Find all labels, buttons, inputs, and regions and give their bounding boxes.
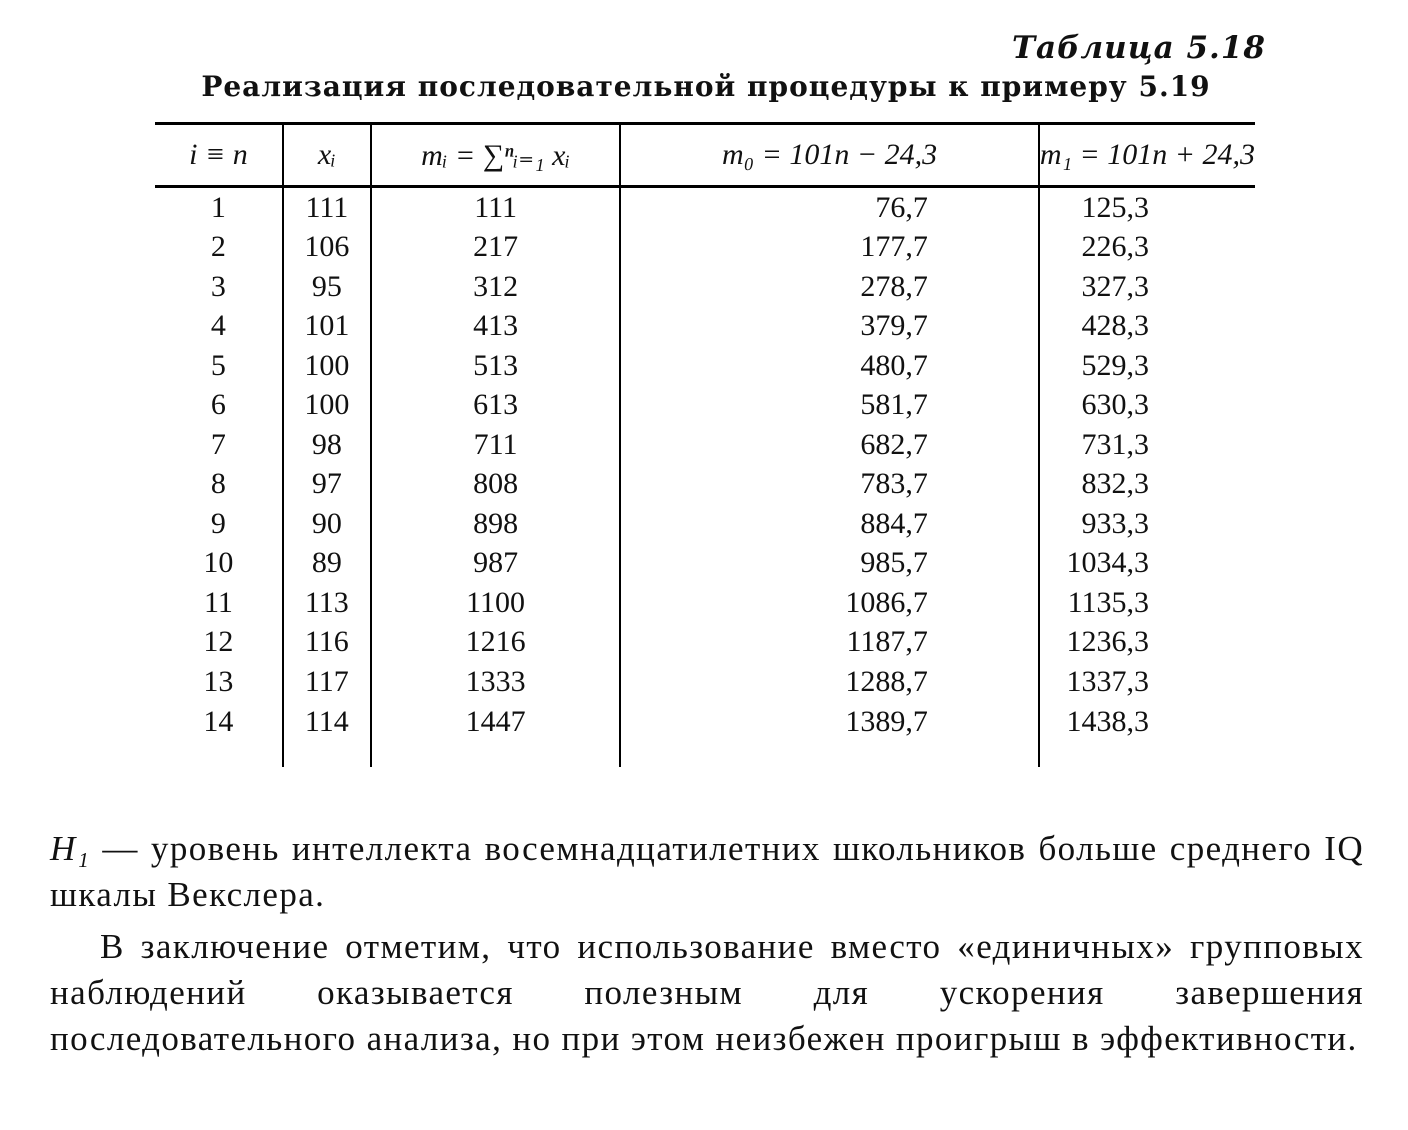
cell-sum: 111 (371, 187, 620, 228)
table-title-text: Реализация последовательной процедуры к примеру 5.19 (201, 70, 1211, 103)
cell-x: 116 (283, 623, 371, 663)
table-number: Таблица 5.18 (1011, 30, 1266, 66)
header-m0: m₀ = 101n − 24,3 (620, 124, 1039, 187)
cell-m0: 1187,7 (620, 623, 1039, 663)
cell-x: 111 (283, 187, 371, 228)
cell-m0: 884,7 (620, 504, 1039, 544)
cell-sum: 413 (371, 307, 620, 347)
cell-x: 100 (283, 386, 371, 426)
table-row (155, 544, 1255, 584)
cell-sum: 987 (371, 544, 620, 584)
cell-m1: 731,3 (1081, 427, 1149, 461)
cell-m0: 278,7 (620, 267, 1039, 307)
cell-m0: 581,7 (620, 386, 1039, 426)
table-row (155, 702, 1255, 767)
header-index: i ≡ n (155, 124, 283, 187)
header-cumulative-sum: mᵢ = ∑ⁿᵢ₌₁ xᵢ (371, 124, 620, 187)
cell-x: 98 (283, 425, 371, 465)
table-row (155, 504, 1255, 544)
cell-m1: 1337,3 (1066, 664, 1149, 698)
table-row (155, 662, 1255, 702)
cell-m1: 1135,3 (1067, 585, 1149, 619)
cell-index: 5 (155, 346, 283, 386)
cell-m0: 177,7 (620, 228, 1039, 268)
cell-m1: 529,3 (1081, 348, 1149, 382)
table-title (0, 70, 1408, 103)
cell-m1: 125,3 (1081, 190, 1149, 224)
table-row (155, 425, 1255, 465)
hypothesis-text: — уровень интеллекта восемнадцатилетних школьников больше среднего IQ шкалы Векслера. (50, 829, 1364, 914)
cell-sum: 1216 (371, 623, 620, 663)
cell-index: 9 (155, 504, 283, 544)
table-row (155, 623, 1255, 663)
data-table (155, 122, 1255, 767)
header-m1: m₁ = 101n + 24,3 (1039, 124, 1255, 187)
header-x: xᵢ (283, 124, 371, 187)
cell-m1: 327,3 (1081, 269, 1149, 303)
table-row (155, 583, 1255, 623)
cell-sum: 1100 (371, 583, 620, 623)
cell-index: 6 (155, 386, 283, 426)
cell-index: 10 (155, 544, 283, 584)
cell-m1: 933,3 (1081, 506, 1149, 540)
cell-index: 7 (155, 425, 283, 465)
cell-x: 101 (283, 307, 371, 347)
cell-x: 113 (283, 583, 371, 623)
cell-m0: 76,7 (620, 187, 1039, 228)
cell-index: 11 (155, 583, 283, 623)
cell-m1: 832,3 (1081, 467, 1149, 501)
cell-index: 13 (155, 662, 283, 702)
cell-sum: 898 (371, 504, 620, 544)
cell-sum: 1447 (371, 702, 620, 767)
cell-m1: 630,3 (1081, 388, 1149, 422)
cell-index: 4 (155, 307, 283, 347)
cell-sum: 217 (371, 228, 620, 268)
table-row (155, 386, 1255, 426)
table-row (155, 267, 1255, 307)
cell-m0: 783,7 (620, 465, 1039, 505)
cell-x: 95 (283, 267, 371, 307)
cell-m0: 1389,7 (620, 702, 1039, 767)
cell-m0: 1288,7 (620, 662, 1039, 702)
cell-x: 106 (283, 228, 371, 268)
table-row (155, 465, 1255, 505)
cell-m0: 1086,7 (620, 583, 1039, 623)
hypothesis-paragraph (50, 826, 1364, 918)
cell-m0: 379,7 (620, 307, 1039, 347)
conclusion-paragraph: В заключение отметим, что использование вместо «единичных» групповых наблюдений оказывается полезным для ускорения завершения последовательного анализа, но при этом неизбежен проигрыш в эффективности. (50, 927, 1364, 1058)
cell-m0: 480,7 (620, 346, 1039, 386)
cell-x: 114 (283, 702, 371, 767)
cell-x: 90 (283, 504, 371, 544)
cell-index: 2 (155, 228, 283, 268)
hypothesis-symbol: H₁ (50, 829, 91, 868)
table-row (155, 307, 1255, 347)
cell-x: 100 (283, 346, 371, 386)
cell-index: 12 (155, 623, 283, 663)
cell-m1: 226,3 (1081, 230, 1149, 264)
cell-m1: 1034,3 (1066, 546, 1149, 580)
cell-sum: 613 (371, 386, 620, 426)
cell-m1: 1236,3 (1066, 625, 1149, 659)
cell-sum: 1333 (371, 662, 620, 702)
table-row (155, 346, 1255, 386)
cell-x: 97 (283, 465, 371, 505)
cell-index: 14 (155, 702, 283, 767)
table-row (155, 228, 1255, 268)
cell-m0: 985,7 (620, 544, 1039, 584)
cell-index: 8 (155, 465, 283, 505)
cell-sum: 808 (371, 465, 620, 505)
cell-index: 1 (155, 187, 283, 228)
cell-index: 3 (155, 267, 283, 307)
cell-sum: 312 (371, 267, 620, 307)
table-header-row (155, 124, 1255, 187)
table-row (155, 187, 1255, 228)
cell-sum: 711 (371, 425, 620, 465)
table-body (155, 187, 1255, 767)
cell-m1: 1438,3 (1066, 704, 1149, 738)
cell-m0: 682,7 (620, 425, 1039, 465)
cell-x: 89 (283, 544, 371, 584)
cell-x: 117 (283, 662, 371, 702)
cell-sum: 513 (371, 346, 620, 386)
cell-m1: 428,3 (1081, 309, 1149, 343)
